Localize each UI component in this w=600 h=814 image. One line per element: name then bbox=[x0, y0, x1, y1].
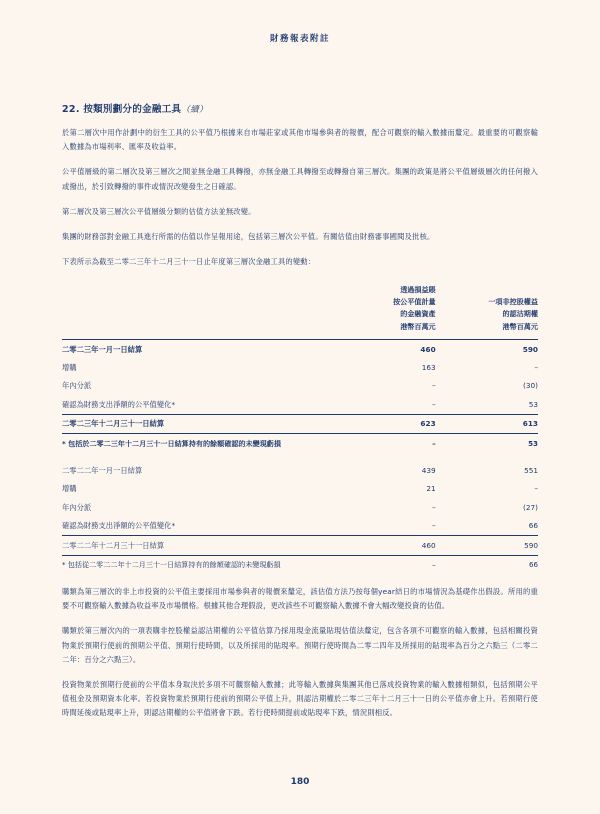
row-value-col2: 163 bbox=[421, 363, 436, 372]
row-value-col2: – bbox=[432, 381, 436, 391]
row-value-col2: 439 bbox=[421, 465, 436, 475]
row-label: 年內分派 bbox=[62, 381, 92, 391]
table-spacer-row bbox=[62, 453, 538, 462]
table-header-row bbox=[62, 284, 538, 340]
row-label: 增購 bbox=[62, 484, 77, 494]
col3-line2: 的認沽期權 bbox=[502, 309, 538, 319]
table-row bbox=[62, 536, 538, 555]
row-value-col3: (27) bbox=[523, 502, 538, 512]
col2-line4: 港幣百萬元 bbox=[400, 321, 436, 331]
row-footnote-label: * 包括從二零二二年十二月三十一日結算持有的餘額確認的未變現虧損 bbox=[62, 555, 333, 574]
row-value-col2: 21 bbox=[426, 484, 436, 494]
row-label: 二零二三年十二月三十一日結算 bbox=[62, 414, 333, 433]
level3-movement-table bbox=[62, 284, 538, 574]
row-value-col3: 590 bbox=[436, 536, 538, 555]
row-value-col2: – bbox=[432, 521, 436, 531]
row-value-col3: 66 bbox=[436, 555, 538, 574]
table-header-blank bbox=[62, 284, 333, 340]
row-value-col3: 53 bbox=[436, 434, 538, 453]
row-label: 確認為財務支出淨額的公平值變化* bbox=[62, 399, 176, 409]
row-label: 二零二二年十二月三十一日結算 bbox=[62, 536, 333, 555]
row-value-col3: (30) bbox=[523, 381, 538, 391]
row-value-col2: 460 bbox=[333, 536, 435, 555]
section-title bbox=[62, 101, 538, 115]
row-label: 增購 bbox=[62, 363, 77, 372]
paragraph-7: 購類於第三層次內的一項表購非控股權益認沽期權的公平值估算乃採用現金流量貼現估值法釐定，包含各項不可觀察的輸入數據，包括相關投資物業於預期行使前的預期公平值、預期行使時間，以及所採用的貼現率。預期行使時間為二零二四年及所採用的貼現率為百分之六點三（二零二二年：百分之六點三）。 bbox=[62, 626, 538, 664]
col2-line3: 的金融資產 bbox=[400, 309, 436, 319]
col3-line1: 一項非控股權益 bbox=[488, 296, 538, 306]
row-value-col2: – bbox=[333, 434, 435, 453]
row-value-col2: – bbox=[432, 502, 436, 512]
paragraph-3: 第二層次及第三層次公平值層級分類的估值方法並無改變。 bbox=[62, 206, 256, 216]
page-number: 180 bbox=[290, 777, 310, 787]
paragraph-1: 於第二層次中用作計劃中的衍生工具的公平值乃根據來自市場莊家或其他市場參與者的報價，配合可觀察的輸入數據而釐定。最重要的可觀察輸入數據為市場利率、匯率及收益率。 bbox=[62, 128, 538, 152]
row-value-col2: – bbox=[432, 399, 436, 409]
table-row bbox=[62, 377, 538, 395]
row-label: 二零二三年一月一日結算 bbox=[62, 344, 143, 354]
col2-line2: 按公平值計量 bbox=[393, 296, 436, 306]
table-row bbox=[62, 340, 538, 359]
section-title-text: 22. 按類別劃分的金融工具 bbox=[62, 104, 182, 115]
row-value-col3: 551 bbox=[524, 465, 538, 475]
row-value-col2: 623 bbox=[333, 414, 435, 433]
table-row bbox=[62, 359, 538, 377]
row-value-col2: 460 bbox=[420, 344, 436, 354]
table-row bbox=[62, 480, 538, 498]
table-row bbox=[62, 434, 538, 453]
paragraph-4: 集團的財務部對金融工具進行所需的估值以作呈報用途，包括第三層次公平值。有關估值由財務審事國閱及批核。 bbox=[62, 232, 435, 242]
page-header: 財務報表附註 bbox=[269, 34, 330, 44]
row-value-col3: 66 bbox=[528, 521, 538, 531]
row-value-col3: 53 bbox=[528, 399, 538, 409]
paragraph-8: 投資物業於預期行使前的公平值本身取決於多項不可觀察輸入數據；此等輸入數據與集團其他已落成投資物業的輸入數據相類似，包括預期公平值租金及預期資本化率。若投資物業於預期行使前的預期公平值上升，則認沽期權於二零二三年十二月三十一日的公平值亦會上升。若預期行使時間延後或貼現率上升，則認沽期權的公平值將會下跌。若行使時間提前或貼現率下跌，情況則相反。 bbox=[62, 680, 538, 718]
paragraph-2: 公平值層級的第二層次及第三層次之間並無金融工具轉撥，亦無金融工具轉撥至或轉撥自第三層次。集團的政策是將公平值層級層次的任何撥入或撥出，於引致轉撥的事件或情況改變發生之日確認。 bbox=[62, 167, 538, 191]
row-label: 確認為財務支出淨額的公平值變化* bbox=[62, 521, 176, 531]
row-label: 年內分派 bbox=[62, 502, 92, 512]
row-footnote-label: * 包括於二零二三年十二月三十一日結算持有的餘額確認的未變現虧損 bbox=[62, 434, 333, 453]
table-row bbox=[62, 396, 538, 415]
table-row bbox=[62, 517, 538, 536]
row-value-col3: 590 bbox=[522, 344, 538, 354]
table-row bbox=[62, 555, 538, 574]
paragraph-5: 下表所示為截至二零二三年十二月三十一日止年度第三層次金融工具的變動： bbox=[62, 257, 316, 267]
row-value-col3: 613 bbox=[436, 414, 538, 433]
table-row bbox=[62, 498, 538, 516]
row-value-col3: – bbox=[534, 484, 538, 494]
row-value-col2: – bbox=[333, 555, 435, 574]
row-label: 二零二二年一月一日結算 bbox=[62, 465, 143, 475]
table-header-col2 bbox=[333, 284, 435, 340]
paragraph-6: 購類為第三層次的非上市投資的公平值主要採用市場參與者的報價來釐定，該估值方法乃按每個year結日的市場情況為基礎作出假設。所用的重要不可觀察輸入數據為收益率及市場價格。根據其他合理假設，更改該些不可觀察輸入數據不會大幅改變投資的估值。 bbox=[62, 586, 538, 611]
table-row bbox=[62, 414, 538, 433]
row-value-col3: – bbox=[534, 363, 538, 372]
col2-line1: 透過損益賬 bbox=[400, 284, 436, 294]
col3-line3: 港幣百萬元 bbox=[502, 321, 538, 331]
table-row bbox=[62, 462, 538, 480]
table-header-col3 bbox=[436, 284, 538, 340]
section-continued-label: （續） bbox=[181, 105, 208, 115]
